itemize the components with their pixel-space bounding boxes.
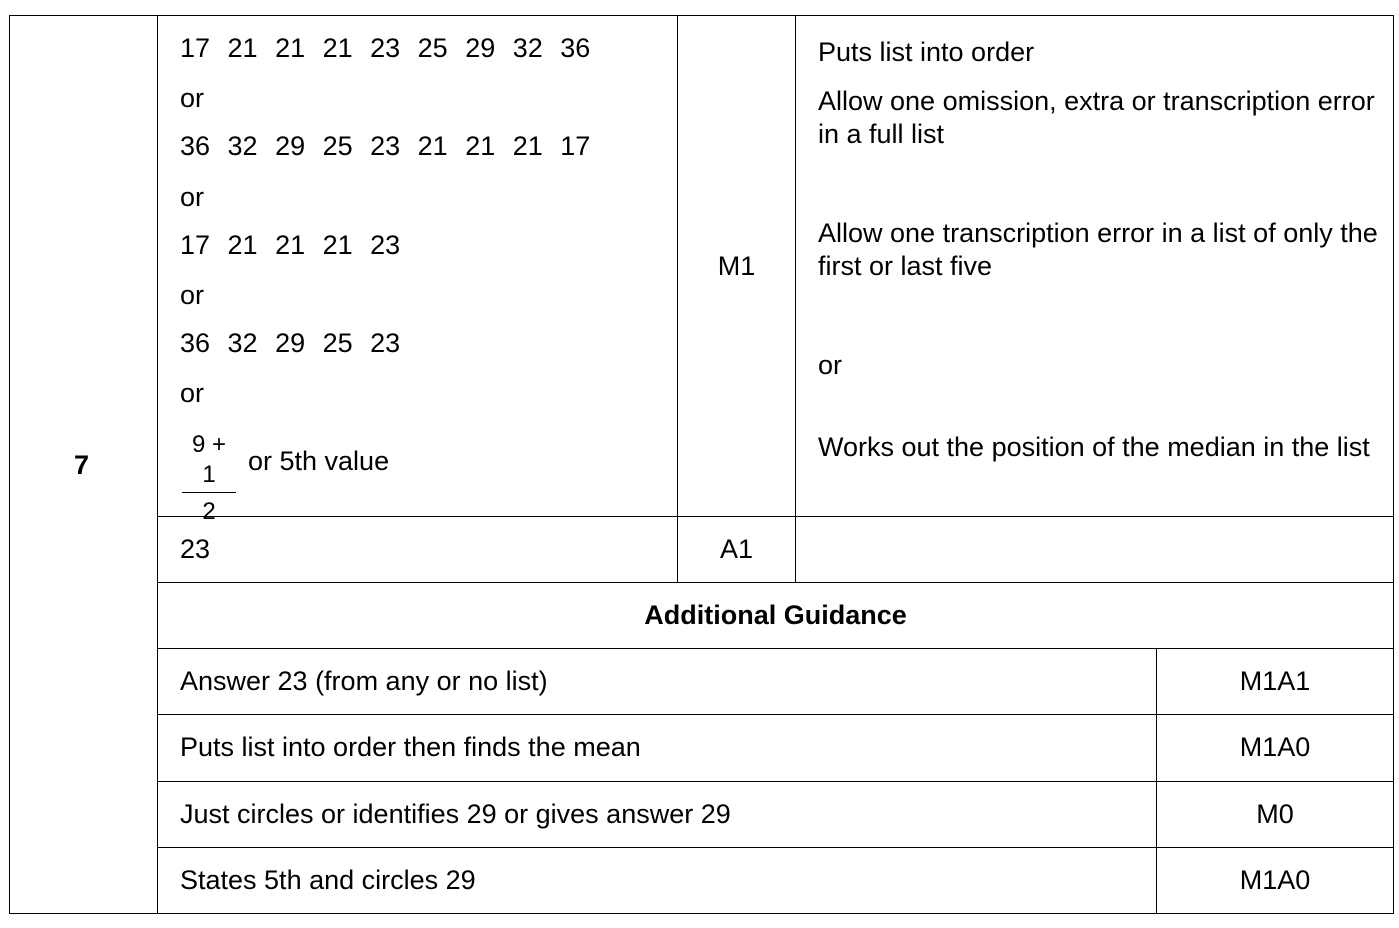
fifth-value-text: or 5th value bbox=[248, 446, 390, 476]
guidance-row-text: States 5th and circles 29 bbox=[180, 865, 476, 895]
mark-a1: A1 bbox=[719, 534, 754, 564]
or-text: or bbox=[180, 83, 205, 113]
fraction-numerator: 9 + 1 bbox=[191, 431, 227, 488]
column-divider bbox=[157, 15, 158, 914]
row-divider bbox=[157, 516, 1394, 517]
column-divider bbox=[677, 15, 678, 583]
ordered-list-ascending: 17 21 21 21 23 25 29 32 36 bbox=[180, 33, 591, 63]
or-text: or bbox=[180, 280, 205, 310]
row-divider bbox=[157, 648, 1394, 649]
table-border-left bbox=[9, 15, 10, 914]
ordered-list-descending: 36 32 29 25 23 21 21 21 17 bbox=[180, 131, 591, 161]
comment-order: Puts list into order bbox=[818, 37, 1035, 67]
guidance-row-mark: M1A0 bbox=[1239, 865, 1311, 895]
median-position-fraction bbox=[182, 430, 236, 527]
row-divider bbox=[157, 781, 1394, 782]
question-number: 7 bbox=[74, 450, 90, 480]
row-divider bbox=[157, 714, 1394, 715]
guidance-row-text: Puts list into order then finds the mean bbox=[180, 732, 641, 762]
row-divider bbox=[157, 582, 1394, 583]
guidance-row-text: Answer 23 (from any or no list) bbox=[180, 666, 548, 696]
comment-five-list: Allow one transcription error in a list of only the first or last five bbox=[818, 218, 1378, 281]
comment-full-list: Allow one omission, extra or transcription error in a full list bbox=[818, 86, 1375, 149]
guidance-row-text: Just circles or identifies 29 or gives answer 29 bbox=[180, 799, 731, 829]
comment-or: or bbox=[818, 350, 843, 380]
fraction-bar bbox=[182, 492, 236, 493]
guidance-row-mark: M0 bbox=[1256, 799, 1294, 829]
fraction-denominator: 2 bbox=[202, 498, 216, 525]
comment-median-position: Works out the position of the median in the list bbox=[818, 432, 1370, 462]
table-border-bottom bbox=[9, 913, 1394, 914]
answer-value: 23 bbox=[180, 534, 211, 564]
last-five-list: 36 32 29 25 23 bbox=[180, 328, 401, 358]
guidance-title: Additional Guidance bbox=[644, 600, 907, 630]
or-text: or bbox=[180, 378, 205, 408]
guidance-row-mark: M1A0 bbox=[1239, 732, 1311, 762]
first-five-list: 17 21 21 21 23 bbox=[180, 230, 401, 260]
guidance-row-mark: M1A1 bbox=[1239, 666, 1311, 696]
mark-m1: M1 bbox=[717, 251, 756, 281]
column-divider bbox=[795, 15, 796, 583]
table-border-right bbox=[1393, 15, 1394, 914]
table-border-top bbox=[9, 15, 1394, 16]
or-text: or bbox=[180, 182, 205, 212]
row-divider bbox=[157, 847, 1394, 848]
